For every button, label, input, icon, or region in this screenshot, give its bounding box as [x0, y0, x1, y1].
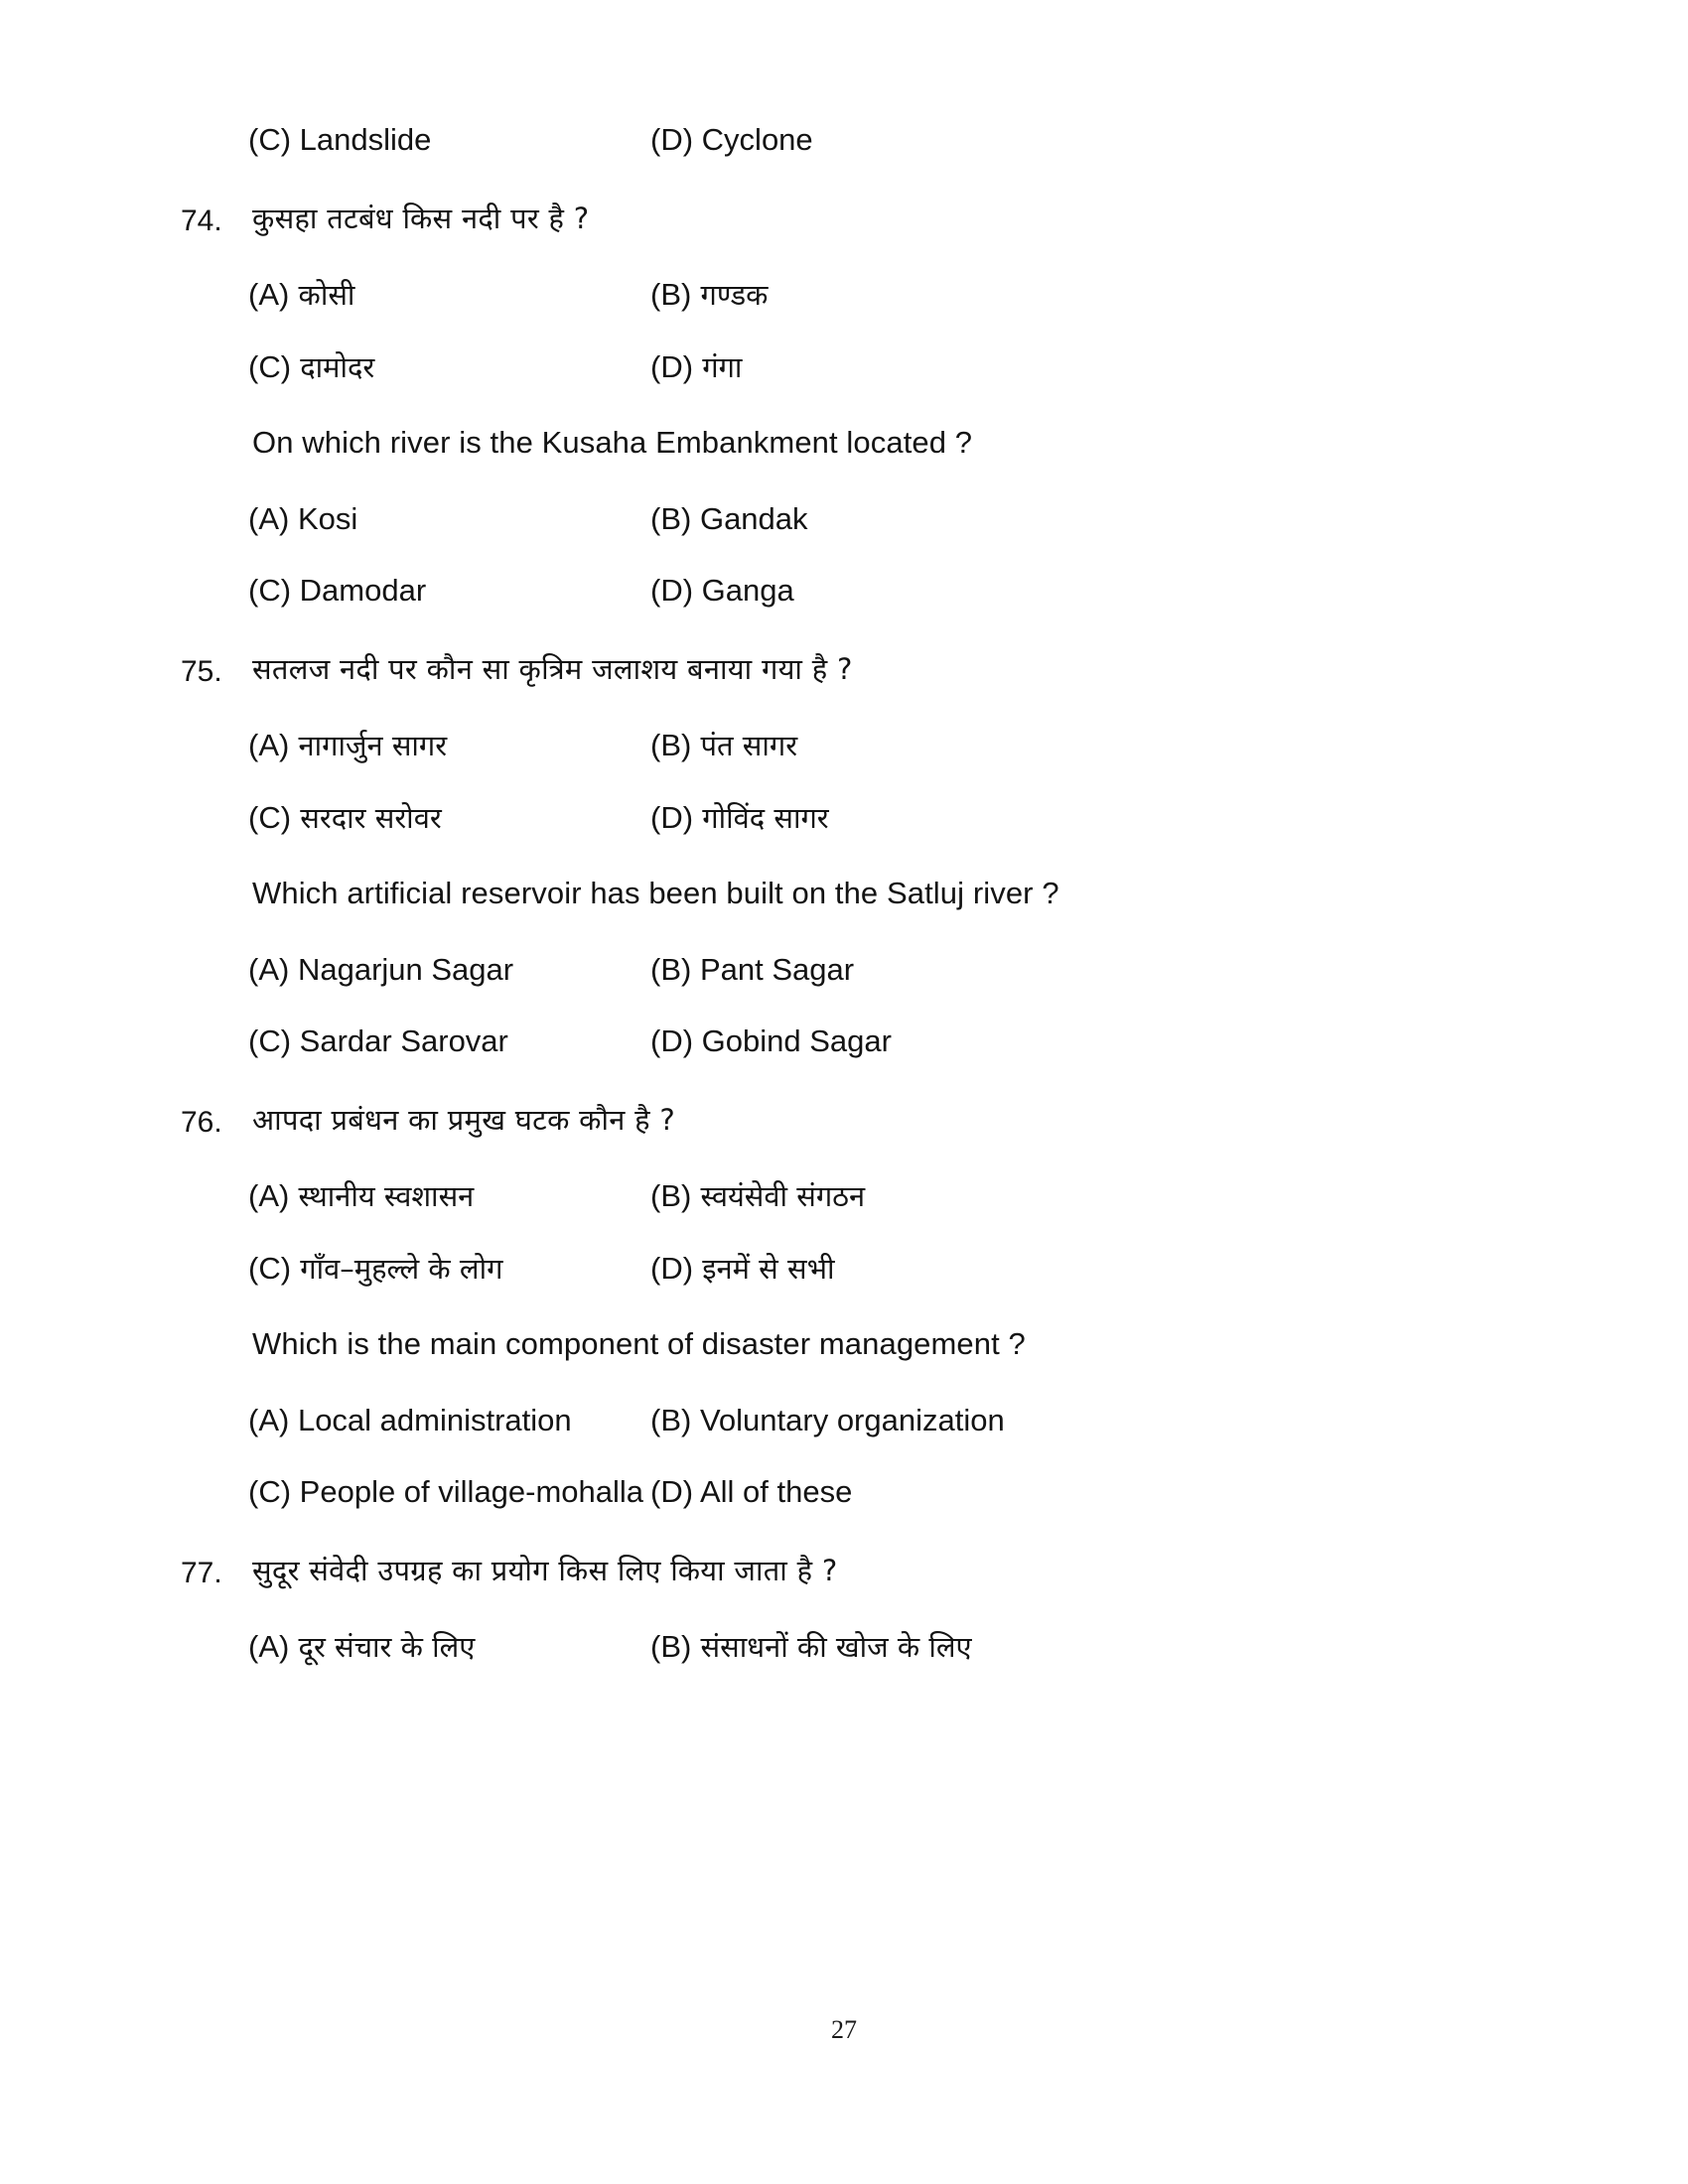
spacer [248, 769, 1470, 795]
question-77-hindi-options-row-1 [248, 1624, 1470, 1671]
spacer [248, 1443, 1470, 1469]
question-74-hindi-option-a [248, 272, 650, 319]
spacer [248, 471, 1470, 496]
option-text: Nagarjun Sagar [297, 951, 514, 987]
question-75-english-option-a [248, 947, 650, 994]
option-label: (D) [650, 1024, 694, 1058]
option-label: (C) [248, 573, 292, 608]
question-74-english-heading [248, 420, 1470, 467]
option-text: स्वयंसेवी संगठन [700, 1179, 866, 1213]
question-75-hindi-option-d [650, 795, 1470, 842]
option-text: गण्डक [700, 278, 769, 312]
question-75-hindi-option-b [650, 723, 1470, 769]
option-label: (B) [650, 1178, 692, 1213]
question-75-hindi-text: सतलज नदी पर कौन सा कृत्रिम जलाशय बनाया गया है ? [252, 651, 853, 686]
option-text: गोविंद सागर [702, 800, 829, 835]
question-74-english-options-row-1 [248, 496, 1470, 543]
question-number-76: 76. [181, 1105, 222, 1139]
question-74-english-option-c [248, 568, 650, 614]
option-text: स्थानीय स्वशासन [298, 1179, 475, 1213]
question-number-74: 74. [181, 204, 222, 237]
option-text: दामोदर [300, 349, 375, 384]
spacer [248, 921, 1470, 947]
question-74-english-text: On which river is the Kusaha Embankment located ? [252, 425, 973, 460]
option-label: (B) [650, 1629, 692, 1664]
spacer [248, 841, 1470, 871]
question-number-spacer [181, 420, 252, 422]
option-label: (C) [248, 1474, 292, 1509]
option-text: सरदार सरोवर [300, 800, 442, 835]
option-label: (B) [650, 500, 692, 536]
question-77-heading [181, 1550, 1470, 1595]
question-75-heading [181, 648, 1470, 694]
option-text: दूर संचार के लिए [298, 1630, 476, 1664]
option-text: पंत सागर [700, 729, 798, 762]
spacer [248, 697, 1470, 723]
question-75-english-option-b [650, 947, 1470, 994]
option-label: (A) [248, 951, 290, 987]
question-74-heading [181, 198, 1470, 243]
question-76-hindi-text: आपदा प्रबंधन का प्रमुख घटक कौन है ? [252, 1102, 676, 1137]
question-number-77: 77. [181, 1556, 222, 1589]
spacer [248, 993, 1470, 1019]
spacer [248, 1292, 1470, 1321]
option-label: (D) [650, 1474, 694, 1509]
spacer [248, 319, 1470, 344]
option-label: (A) [248, 1402, 290, 1437]
option-text: नागार्जुन सागर [298, 729, 448, 762]
question-content-area [181, 117, 1470, 1671]
option-text: Sardar Sarovar [299, 1024, 508, 1058]
option-label: (B) [650, 1402, 692, 1437]
question-number-spacer [181, 1321, 252, 1323]
option-label: (A) [248, 1629, 290, 1664]
question-77-hindi-text: सुदूर संवेदी उपग्रह का प्रयोग किस लिए किया जाता है ? [252, 1553, 838, 1587]
question-75-hindi-options-row-1 [248, 723, 1470, 769]
question-74-hindi-option-c [248, 344, 650, 391]
spacer [248, 1516, 1470, 1550]
question-75-hindi-option-c [248, 795, 650, 842]
question-77-hindi-option-a [248, 1624, 650, 1671]
question-75-english-options-row-2 [248, 1019, 1470, 1065]
spacer [248, 164, 1470, 198]
option-label: (A) [248, 728, 290, 762]
option-label: (A) [248, 277, 290, 312]
question-76-hindi-option-d [650, 1246, 1470, 1293]
question-number-75: 75. [181, 654, 222, 688]
option-label: (D) [650, 573, 694, 608]
spacer [248, 246, 1470, 272]
spacer [248, 1148, 1470, 1173]
option-text: कोसी [298, 278, 355, 312]
option-text-c: Landslide [299, 122, 432, 157]
question-75-english-heading [248, 871, 1470, 917]
spacer [248, 1220, 1470, 1246]
option-text: Gobind Sagar [701, 1024, 892, 1058]
question-74-hindi-option-d [650, 344, 1470, 391]
question-75-hindi-option-a [248, 723, 650, 769]
question-75-english-text: Which artificial reservoir has been built on the Satluj river ? [252, 876, 1059, 910]
question-74-english-options-row-2 [248, 568, 1470, 614]
option-text: संसाधनों की खोज के लिए [700, 1630, 972, 1664]
option-text: इनमें से सभी [702, 1251, 835, 1286]
option-label: (D) [650, 799, 694, 835]
option-label: (A) [248, 1178, 290, 1213]
question-76-hindi-options-row-2 [248, 1246, 1470, 1293]
option-text: All of these [699, 1474, 853, 1509]
option-text: Ganga [701, 573, 794, 608]
question-76-hindi-option-b [650, 1173, 1470, 1220]
option-text: Pant Sagar [699, 951, 855, 987]
question-76-english-option-b [650, 1398, 1470, 1444]
spacer [248, 390, 1470, 420]
option-text: गंगा [702, 349, 743, 384]
option-text: Local administration [297, 1402, 572, 1437]
option-label-c: (C) [248, 122, 292, 157]
question-74-english-option-d [650, 568, 1470, 614]
question-76-english-option-d [650, 1469, 1470, 1516]
option-text-d: Cyclone [701, 122, 813, 157]
question-76-hindi-option-c [248, 1246, 650, 1293]
question-76-hindi-options-row-1 [248, 1173, 1470, 1220]
continued-options-row [248, 117, 1470, 164]
question-74-english-option-a [248, 496, 650, 543]
question-76-english-option-a [248, 1398, 650, 1444]
option-text: Gandak [699, 500, 808, 536]
option-text: Kosi [297, 500, 358, 536]
spacer [248, 614, 1470, 648]
question-75-english-options-row-1 [248, 947, 1470, 994]
question-75-english-option-d [650, 1019, 1470, 1065]
spacer [248, 542, 1470, 568]
spacer [248, 1598, 1470, 1624]
page-number: 27 [831, 2015, 857, 2044]
question-76-hindi-option-a [248, 1173, 650, 1220]
question-77-hindi-option-b [650, 1624, 1470, 1671]
question-76-english-option-c [248, 1469, 650, 1516]
question-75-english-option-c [248, 1019, 650, 1065]
question-number-spacer [181, 871, 252, 873]
option-label: (C) [248, 1250, 292, 1286]
option-text: Voluntary organization [699, 1402, 1005, 1437]
option-label-d: (D) [650, 122, 694, 157]
option-text: Damodar [299, 573, 427, 608]
option-label: (B) [650, 277, 692, 312]
spacer [248, 1065, 1470, 1099]
option-label: (A) [248, 500, 290, 536]
option-label: (B) [650, 728, 692, 762]
question-74-hindi-option-b [650, 272, 1470, 319]
option-label: (D) [650, 1250, 694, 1286]
option-c-continued [248, 117, 650, 164]
question-76-english-options-row-1 [248, 1398, 1470, 1444]
option-text: गाँव–मुहल्ले के लोग [300, 1251, 503, 1286]
option-label: (C) [248, 1024, 292, 1058]
option-label: (B) [650, 951, 692, 987]
option-label: (C) [248, 799, 292, 835]
spacer [248, 1372, 1470, 1398]
option-label: (D) [650, 348, 694, 384]
question-76-english-text: Which is the main component of disaster management ? [252, 1326, 1026, 1361]
question-74-hindi-options-row-2 [248, 344, 1470, 391]
option-label: (C) [248, 348, 292, 384]
question-74-hindi-options-row-1 [248, 272, 1470, 319]
question-76-english-options-row-2 [248, 1469, 1470, 1516]
option-text: People of village-mohalla [299, 1474, 644, 1509]
question-74-english-option-b [650, 496, 1470, 543]
question-76-english-heading [248, 1321, 1470, 1368]
question-76-heading [181, 1099, 1470, 1145]
question-75-hindi-options-row-2 [248, 795, 1470, 842]
option-d-continued [650, 117, 1470, 164]
question-74-hindi-text: कुसहा तटबंध किस नदी पर है ? [252, 201, 590, 235]
